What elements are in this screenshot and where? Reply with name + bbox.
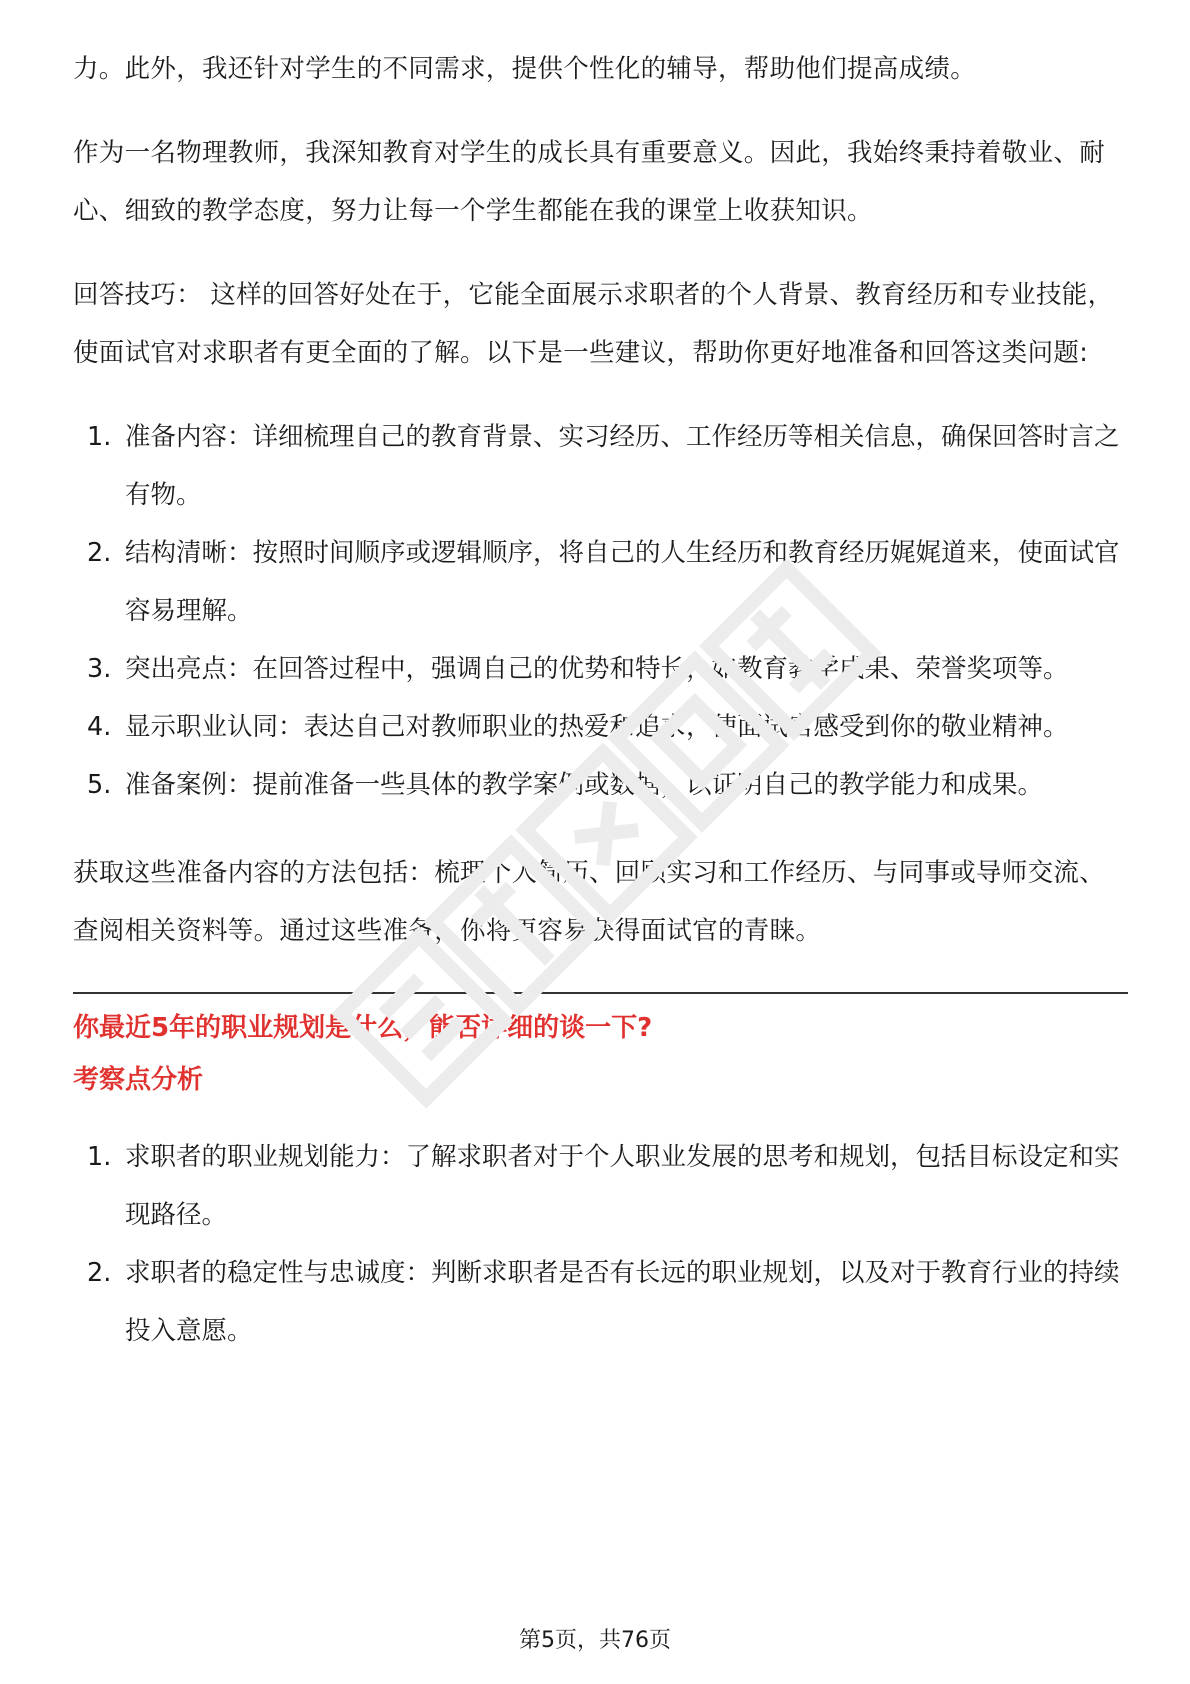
list-item-number: 4.	[87, 712, 112, 742]
list-item	[73, 524, 1128, 640]
question-title: 你最近5年的职业规划是什么，能否详细的谈一下?	[73, 1013, 653, 1043]
section-divider	[73, 992, 1128, 994]
list-item-text: 准备案例：提前准备一些具体的教学案例或数据，以证明自己的教学能力和成果。	[125, 770, 1044, 800]
list-item-number: 3.	[87, 654, 112, 684]
list-item-text: 求职者的职业规划能力：了解求职者对于个人职业发展的思考和规划，包括目标设定和实现路径。	[125, 1142, 1120, 1230]
list-item-text: 突出亮点：在回答过程中，强调自己的优势和特长，如教育教学成果、荣誉奖项等。	[125, 654, 1069, 684]
list-item	[73, 640, 1128, 698]
list-item	[73, 756, 1128, 814]
list-item-text: 显示职业认同：表达自己对教师职业的热爱和追求，使面试官感受到你的敬业精神。	[125, 712, 1069, 742]
list-item-text: 结构清晰：按照时间顺序或逻辑顺序，将自己的人生经历和教育经历娓娓道来，使面试官容易理解。	[125, 538, 1120, 626]
list-item-number: 2.	[87, 1258, 112, 1288]
list-item	[73, 408, 1128, 524]
list-item-number: 2.	[87, 538, 112, 568]
paragraph-answer-tips: 回答技巧： 这样的回答好处在于，它能全面展示求职者的个人背景、教育经历和专业技能，使面试官对求职者有更全面的了解。以下是一些建议，帮助你更好地准备和回答这类问题:	[73, 280, 1114, 368]
paragraph-closing: 获取这些准备内容的方法包括：梳理个人简历、回顾实习和工作经历、与同事或导师交流、查阅相关资料等。通过这些准备，你将更容易获得面试官的青睐。	[73, 858, 1106, 946]
tips-list	[73, 408, 1128, 814]
document-body	[73, 40, 1128, 1360]
list-item-number: 1.	[87, 422, 112, 452]
list-item-number: 1.	[87, 1142, 112, 1172]
list-item-text: 求职者的稳定性与忠诚度：判断求职者是否有长远的职业规划，以及对于教育行业的持续投入意愿。	[125, 1258, 1120, 1346]
analysis-points-list	[73, 1128, 1128, 1360]
list-item	[73, 1244, 1128, 1360]
paragraph-teacher-attitude: 作为一名物理教师，我深知教育对学生的成长具有重要意义。因此，我始终秉持着敬业、耐心、细致的教学态度，努力让每一个学生都能在我的课堂上收获知识。	[73, 138, 1106, 226]
list-item	[73, 698, 1128, 756]
analysis-heading: 考察点分析	[73, 1065, 204, 1095]
list-item-text: 准备内容：详细梳理自己的教育背景、实习经历、工作经历等相关信息，确保回答时言之有物。	[125, 422, 1120, 510]
list-item-number: 5.	[87, 770, 112, 800]
page-footer: 第5页，共76页	[519, 1628, 671, 1653]
list-item	[73, 1128, 1128, 1244]
paragraph-continued: 力。此外，我还针对学生的不同需求，提供个性化的辅导，帮助他们提高成绩。	[73, 54, 977, 84]
